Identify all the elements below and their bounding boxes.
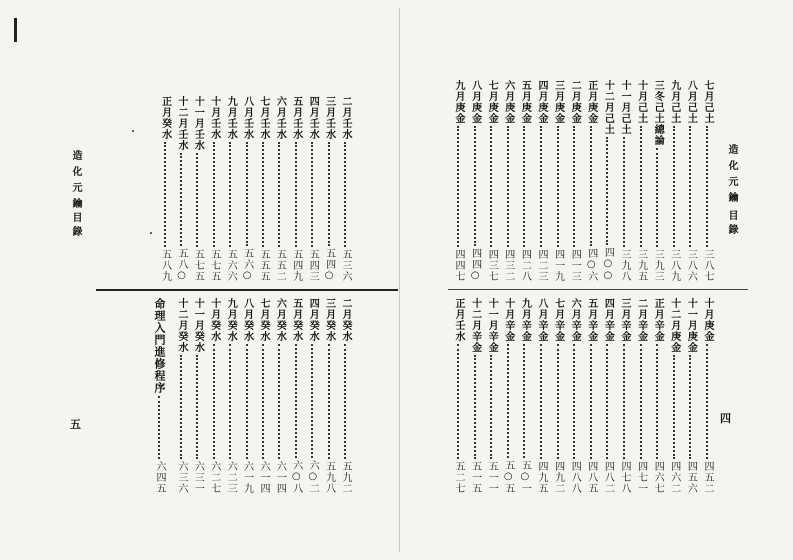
toc-entry-label: 正月壬水 [453, 298, 464, 342]
toc-entry-page: 六一四 [274, 461, 286, 494]
toc-entry[interactable] [534, 80, 548, 282]
toc-entry[interactable] [600, 298, 614, 494]
toc-entry[interactable] [451, 80, 465, 282]
toc-entry-label: 九月辛金 [519, 298, 531, 342]
leader-dots [673, 355, 675, 459]
leader-dots [246, 142, 248, 246]
toc-entry-label: 十二月庚金 [668, 298, 680, 353]
toc-entry-label: 正月癸水 [159, 96, 171, 140]
toc-entry[interactable] [484, 298, 498, 494]
toc-entry[interactable] [338, 96, 352, 282]
toc-entry-label: 二月辛金 [635, 298, 647, 342]
running-toc-label: 目錄 [726, 210, 737, 238]
toc-entry-label: 十二月辛金 [469, 298, 481, 353]
toc-entry-page: 四九五 [536, 461, 547, 494]
toc-entry[interactable] [501, 298, 515, 494]
toc-entry-page: 六二三 [225, 461, 237, 494]
toc-entry-page: 五五五 [258, 249, 269, 282]
toc-entry[interactable] [650, 298, 664, 494]
toc-entry[interactable] [223, 96, 237, 282]
toc-entry-page: 四一三 [569, 249, 581, 282]
toc-section-title[interactable] [152, 298, 166, 494]
toc-entry[interactable] [634, 80, 648, 282]
toc-entry-label: 五月壬水 [290, 96, 302, 140]
left-edge-mark [14, 18, 17, 42]
toc-entry-page: 四四○ [469, 248, 481, 282]
toc-entry[interactable] [174, 96, 188, 282]
toc-entry[interactable] [634, 298, 648, 494]
toc-entry-label: 正月辛金 [652, 298, 664, 342]
toc-entry-label: 十月辛金 [502, 298, 514, 342]
toc-entry[interactable] [322, 298, 336, 494]
toc-entry-label: 三月癸水 [323, 298, 335, 342]
leader-dots [457, 344, 459, 459]
toc-entry-page: 五一一 [486, 461, 498, 494]
toc-entry[interactable] [190, 96, 204, 282]
leader-dots [507, 344, 509, 458]
leader-dots [689, 126, 691, 247]
toc-entry-page: 五三六 [340, 249, 351, 282]
toc-entry-label: 八月癸水 [241, 298, 253, 342]
toc-entry-label: 二月庚金 [569, 80, 581, 124]
toc-entry-label: 十二月癸水 [176, 298, 187, 353]
toc-entry[interactable] [567, 80, 581, 282]
toc-entry[interactable] [158, 96, 172, 282]
toc-entry[interactable] [667, 80, 681, 282]
leader-dots [158, 396, 160, 459]
toc-entry-page: 六一四 [258, 461, 269, 494]
toc-entry-label: 三冬己土總論 [652, 80, 664, 146]
leader-dots [278, 344, 280, 459]
toc-entry[interactable] [617, 298, 631, 494]
toc-entry[interactable] [683, 298, 697, 494]
toc-entry-page: 四四七 [453, 249, 464, 282]
toc-entry-label: 四月壬水 [307, 96, 319, 140]
toc-entry-page: 四七八 [619, 461, 630, 494]
toc-entry[interactable] [289, 298, 303, 494]
right-page [400, 0, 793, 560]
toc-entry[interactable] [683, 80, 697, 282]
toc-entry-label: 十月己土 [635, 80, 647, 124]
leader-dots [196, 355, 198, 459]
toc-entry[interactable] [190, 298, 204, 494]
toc-entry[interactable] [338, 298, 352, 494]
toc-entry-page: 三八七 [702, 249, 713, 282]
toc-entry-page: 六○二 [307, 460, 319, 494]
leader-dots [196, 153, 198, 247]
toc-entry-label: 六月辛金 [569, 298, 581, 342]
toc-entry-page: 三八六 [685, 249, 697, 282]
leader-dots [557, 126, 559, 247]
toc-entry[interactable] [484, 80, 498, 282]
running-head: 造化元鑰 [70, 150, 81, 214]
leader-dots [656, 344, 658, 459]
section-divider [448, 289, 748, 290]
toc-entry[interactable] [468, 80, 482, 282]
leader-dots [278, 142, 280, 247]
toc-entry-page: 三九五 [635, 249, 647, 282]
toc-entry[interactable] [305, 298, 319, 494]
toc-entry-label: 十一月癸水 [192, 298, 204, 353]
ink-speck [150, 232, 152, 234]
toc-entry[interactable] [289, 96, 303, 282]
toc-entry-page: 四六二 [668, 461, 680, 494]
toc-entry-label: 十一月庚金 [685, 298, 697, 353]
toc-entry[interactable] [240, 96, 254, 282]
leader-dots [328, 142, 330, 246]
toc-entry-label: 八月辛金 [536, 298, 547, 342]
toc-entry-page: 六二七 [208, 461, 220, 494]
leader-dots [523, 126, 525, 247]
toc-entry[interactable] [584, 80, 598, 282]
leader-dots [213, 142, 215, 247]
leader-dots [295, 344, 297, 458]
toc-entry-page: 六一九 [241, 461, 253, 494]
leader-dots [229, 142, 231, 247]
section-title-label: 命理入門進修程序 [153, 298, 166, 394]
leader-dots [490, 126, 492, 247]
toc-entry-page: 五四九 [290, 249, 302, 282]
toc-entry[interactable] [617, 80, 631, 282]
toc-entry[interactable] [256, 96, 270, 282]
toc-entry[interactable] [223, 298, 237, 494]
toc-entry[interactable] [551, 298, 565, 494]
leader-dots [623, 137, 625, 247]
leader-dots [540, 126, 542, 247]
toc-entry-page: 四八二 [602, 461, 614, 494]
toc-entry-page: 五六六 [225, 249, 237, 282]
leader-dots [606, 344, 608, 459]
toc-entry-label: 十二月壬水 [176, 96, 187, 151]
page-number: 五 [70, 418, 81, 431]
toc-entry-page: 四三七 [486, 249, 498, 282]
toc-entry[interactable] [451, 298, 465, 494]
toc-entry-page: 四三二 [502, 249, 514, 282]
leader-dots [474, 355, 476, 459]
toc-entry[interactable] [207, 298, 221, 494]
toc-entry-label: 十月癸水 [208, 298, 220, 342]
toc-entry-page: 四○○ [602, 247, 614, 282]
toc-entry-label: 七月庚金 [486, 80, 498, 124]
toc-entry-label: 二月癸水 [340, 298, 351, 342]
leader-dots [180, 153, 182, 246]
toc-entry-page: 四九二 [552, 461, 564, 494]
toc-entry[interactable] [240, 298, 254, 494]
toc-entry[interactable] [584, 298, 598, 494]
toc-entry-page: 五六○ [241, 248, 253, 282]
leader-dots [213, 344, 215, 459]
toc-entry-page: 三八九 [668, 249, 680, 282]
toc-entry[interactable] [272, 96, 286, 282]
toc-entry-label: 五月庚金 [519, 80, 531, 124]
toc-entry-page: 四八八 [569, 461, 581, 494]
toc-entry-page: 四七一 [635, 461, 647, 494]
leader-dots [523, 344, 525, 458]
leader-dots [328, 344, 330, 459]
toc-entry[interactable] [305, 96, 319, 282]
toc-entry[interactable] [534, 298, 548, 494]
leader-dots [557, 344, 559, 459]
leader-dots [457, 126, 459, 247]
leader-dots [706, 126, 708, 247]
toc-entry-page: 四五二 [702, 461, 713, 494]
toc-entry[interactable] [468, 298, 482, 494]
toc-entry-label: 三月壬水 [323, 96, 335, 140]
toc-entry-label: 九月壬水 [225, 96, 237, 140]
leader-dots [474, 126, 476, 246]
toc-entry-page: 五八○ [176, 248, 187, 282]
toc-entry[interactable] [567, 298, 581, 494]
leader-dots [573, 344, 575, 459]
ink-speck [132, 130, 134, 132]
leader-dots [344, 344, 346, 459]
toc-entry-page: 五○五 [502, 460, 514, 494]
toc-entry[interactable] [551, 80, 565, 282]
leader-dots [262, 344, 264, 459]
toc-entry-label: 六月壬水 [274, 96, 286, 140]
toc-entry-page: 四五六 [685, 461, 697, 494]
leader-dots [656, 148, 658, 247]
toc-entry-label: 十月壬水 [208, 96, 220, 140]
section-title-page: 六四五 [154, 461, 165, 494]
toc-entry[interactable] [501, 80, 515, 282]
toc-entry-page: 四二八 [519, 249, 531, 282]
leader-dots [344, 142, 346, 247]
toc-entry-label: 七月辛金 [552, 298, 564, 342]
toc-entry-page: 六○八 [290, 460, 302, 494]
leader-dots [640, 126, 642, 247]
toc-entry-label: 六月庚金 [502, 80, 514, 124]
page-number: 四 [720, 412, 731, 425]
toc-entry-page: 五九二 [340, 461, 351, 494]
toc-entry[interactable] [256, 298, 270, 494]
toc-entry-label: 九月己土 [668, 80, 680, 124]
toc-entry-label: 二月壬水 [340, 96, 351, 140]
leader-dots [706, 344, 708, 459]
toc-entry-label: 四月辛金 [602, 298, 614, 342]
toc-entry-page: 四一九 [552, 249, 564, 282]
toc-entry[interactable] [517, 80, 531, 282]
toc-entry[interactable] [272, 298, 286, 494]
toc-entry-label: 八月庚金 [469, 80, 481, 124]
toc-entry[interactable] [650, 80, 664, 282]
leader-dots [640, 344, 642, 459]
toc-entry-label: 四月庚金 [536, 80, 547, 124]
leader-dots [180, 355, 182, 459]
section-divider [96, 289, 398, 291]
leader-dots [590, 344, 592, 459]
toc-entry-page: 三九三 [652, 249, 664, 282]
toc-entry-page: 五五二 [274, 249, 286, 282]
leader-dots [673, 126, 675, 247]
leader-dots [623, 344, 625, 459]
toc-entry-label: 十一月壬水 [192, 96, 204, 151]
toc-entry[interactable] [207, 96, 221, 282]
toc-entry-label: 四月癸水 [307, 298, 319, 342]
leader-dots [573, 126, 575, 247]
leader-dots [311, 344, 313, 458]
toc-entry-label: 八月壬水 [241, 96, 253, 140]
leader-dots [311, 142, 313, 247]
leader-dots [540, 344, 542, 459]
toc-entry-label: 十月庚金 [702, 298, 713, 342]
leader-dots [606, 137, 608, 245]
leader-dots [507, 126, 509, 247]
leader-dots [164, 142, 166, 247]
toc-entry-label: 六月癸水 [274, 298, 286, 342]
toc-entry-label: 正月庚金 [585, 80, 597, 124]
toc-entry-page: 六三六 [176, 461, 187, 494]
toc-entry-label: 十一月己土 [619, 80, 630, 135]
toc-entry-label: 七月癸水 [258, 298, 269, 342]
leader-dots [229, 344, 231, 459]
toc-entry-label: 三月辛金 [619, 298, 630, 342]
leader-dots [490, 355, 492, 459]
toc-entry-label: 十一月辛金 [486, 298, 498, 353]
toc-entry[interactable] [174, 298, 188, 494]
toc-entry-page: 四二三 [536, 249, 547, 282]
toc-entry-label: 九月癸水 [225, 298, 237, 342]
toc-entry[interactable] [517, 298, 531, 494]
toc-entry-page: 五二七 [453, 461, 464, 494]
leader-dots [246, 344, 248, 459]
toc-entry-page: 五七五 [192, 249, 204, 282]
toc-entry-page: 五七五 [208, 249, 220, 282]
toc-entry-label: 三月庚金 [552, 80, 564, 124]
leader-dots [295, 142, 297, 247]
toc-entry-page: 五一五 [469, 461, 481, 494]
leader-dots [262, 142, 264, 247]
toc-entry-label: 七月己土 [702, 80, 713, 124]
toc-entry[interactable] [700, 298, 714, 494]
toc-entry-label: 七月壬水 [258, 96, 269, 140]
toc-entry-page: 五九八 [323, 461, 335, 494]
toc-entry[interactable] [322, 96, 336, 282]
toc-entry[interactable] [700, 80, 714, 282]
toc-entry-label: 五月癸水 [290, 298, 302, 342]
toc-entry-page: 五四○ [323, 248, 335, 282]
toc-entry-page: 五四三 [307, 249, 319, 282]
toc-entry-page: 三九八 [619, 249, 630, 282]
toc-entry-label: 十二月己土 [602, 80, 614, 135]
toc-entry-label: 八月己土 [685, 80, 697, 124]
toc-entry-page: 五八九 [159, 249, 171, 282]
toc-entry[interactable] [600, 80, 614, 282]
toc-entry-label: 九月庚金 [453, 80, 464, 124]
toc-entry-page: 五○一 [519, 460, 531, 494]
toc-entry-page: 四○六 [585, 248, 597, 282]
running-toc-label: 目錄 [70, 212, 81, 240]
toc-entry-label: 五月辛金 [585, 298, 597, 342]
toc-entry-page: 六三一 [192, 461, 204, 494]
toc-entry-page: 四六七 [652, 461, 664, 494]
toc-entry-page: 四八五 [585, 461, 597, 494]
leader-dots [689, 355, 691, 459]
leader-dots [590, 126, 592, 246]
toc-entry[interactable] [667, 298, 681, 494]
running-head: 造化元鑰 [726, 144, 737, 208]
